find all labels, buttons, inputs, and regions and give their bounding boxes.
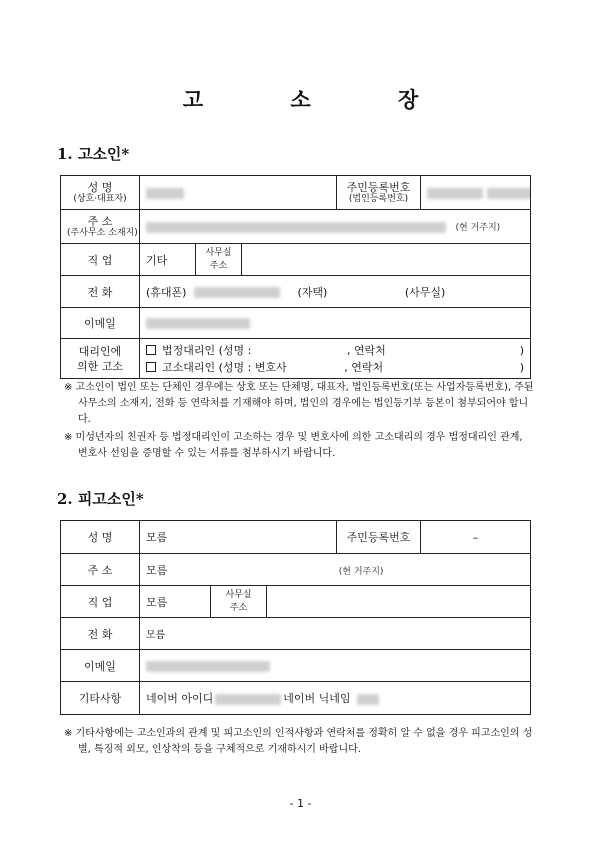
note-1: ※ 고소인이 법인 또는 단체인 경우에는 상호 또는 단체명, 대표자, 법인등록번호(또는 사업자등록번호), 주된 사무소의 소재지, 전화 등 연락처를 기재해야 하며, 법인의 경우에는 법인등기부 등본이 첨부되어야 합니다. bbox=[64, 382, 534, 425]
accused-phone-value[interactable]: 모름 bbox=[140, 618, 531, 650]
complainant-notes bbox=[64, 380, 534, 462]
job-label-cell: 직 업 bbox=[61, 244, 140, 276]
phone-home-label: (자택) bbox=[297, 285, 328, 299]
email-value-cell[interactable] bbox=[140, 308, 531, 339]
reg-value-cell[interactable] bbox=[421, 176, 531, 210]
note-3: ※ 기타사항에는 고소인과의 관계 및 피고소인의 인적사항과 연락처를 정확히 알 수 없을 경우 피고소인의 성별, 특징적 외모, 인상착의 등을 구체적으로 기재하시기 바랍니다. bbox=[64, 728, 533, 755]
accused-job-value[interactable]: 모름 bbox=[140, 586, 211, 618]
addr-label-cell: 주 소 (주사무소 소재지) bbox=[61, 210, 140, 244]
reg-label-cell: 주민등록번호 (법인등록번호) bbox=[337, 176, 421, 210]
phone-label-cell: 전 화 bbox=[61, 276, 140, 308]
accused-job-label: 직 업 bbox=[61, 586, 140, 618]
note-2: ※ 미성년자의 친권자 등 법정대리인이 고소하는 경우 및 변호사에 의한 고소대리의 경우 법정대리인 관계, 변호사 선임을 증명할 수 있는 서류를 첨부하시기 바랍니다. bbox=[64, 432, 523, 459]
agent-label-cell: 대리인에 의한 고소 bbox=[61, 339, 140, 379]
section-1-heading: 1. 고소인* bbox=[57, 145, 130, 163]
office-addr-value-cell[interactable] bbox=[242, 244, 531, 276]
legal-agent-row: 법정대리인 (성명 : , 연락처 ) bbox=[146, 342, 524, 359]
accused-office-label: 사무실 주소 bbox=[211, 586, 267, 618]
phone-mobile-label: (휴대폰) bbox=[146, 285, 187, 299]
name-value-cell[interactable] bbox=[140, 176, 337, 210]
accused-name-label: 성 명 bbox=[61, 521, 140, 554]
legal-agent-checkbox[interactable] bbox=[146, 345, 156, 355]
accused-notes bbox=[64, 726, 534, 758]
page-number: - 1 - bbox=[289, 797, 312, 810]
email-label-cell: 이메일 bbox=[61, 308, 140, 339]
accused-addr-value: 모름 bbox=[146, 563, 168, 577]
accused-phone-label: 전 화 bbox=[61, 618, 140, 650]
accused-reg-value[interactable]: – bbox=[421, 521, 531, 554]
accused-addr-label: 주 소 bbox=[61, 554, 140, 586]
addr-value-cell[interactable]: (현 거주지) bbox=[140, 210, 531, 244]
complainant-table bbox=[60, 175, 531, 379]
name-label-cell: 성 명 (상호·대표자) bbox=[61, 176, 140, 210]
complaint-agent-row: 고소대리인 (성명 : 변호사 , 연락처 ) bbox=[146, 359, 524, 376]
complaint-agent-checkbox[interactable] bbox=[146, 362, 156, 372]
agent-value-cell bbox=[140, 339, 531, 379]
accused-etc-label: 기타사항 bbox=[61, 682, 140, 715]
accused-name-value[interactable]: 모름 bbox=[140, 521, 337, 554]
office-label-cell: 사무실 주소 bbox=[196, 244, 242, 276]
document-title: 고 소 장 bbox=[182, 87, 459, 112]
accused-addr-value-cell[interactable]: 모름 (현 거주지) bbox=[140, 554, 531, 586]
accused-email-label: 이메일 bbox=[61, 650, 140, 682]
phone-office-label: (사무실) bbox=[404, 285, 446, 299]
accused-etc-value[interactable]: 네이버 아이디 네이버 닉네임 bbox=[140, 682, 531, 715]
phone-value-cell[interactable] bbox=[140, 276, 531, 308]
section-2-heading: 2. 피고소인* bbox=[57, 490, 144, 508]
accused-reg-label: 주민등록번호 bbox=[337, 521, 421, 554]
accused-table bbox=[60, 520, 531, 715]
accused-office-value[interactable] bbox=[267, 586, 531, 618]
job-value-cell[interactable]: 기타 bbox=[140, 244, 196, 276]
accused-email-value[interactable] bbox=[140, 650, 531, 682]
